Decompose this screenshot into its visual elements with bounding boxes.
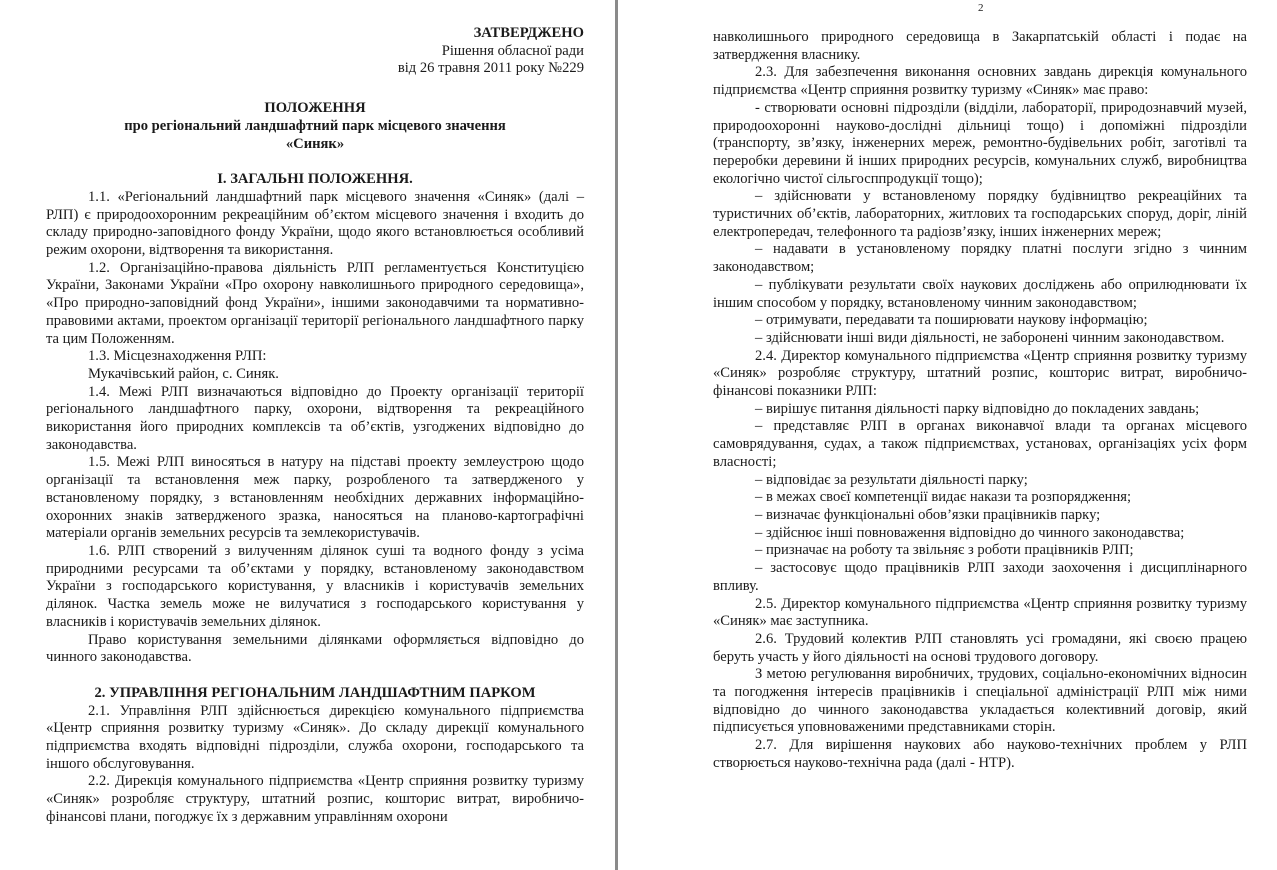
paragraph-2-6-collective: З метою регулювання виробничих, трудових, соціально-економічних відносин та погодження інтересів працівників і спеціальної адміністрації РЛП між ними відповідно до чинного законодавства укладається колективний договір, який підписується уповноваженими представниками сторін. bbox=[713, 666, 1247, 736]
paragraph-1-7: Право користування земельними ділянками оформляється відповідно до чинного законодавства. bbox=[46, 631, 584, 666]
document-title: ПОЛОЖЕННЯ bbox=[264, 100, 366, 117]
list-item: – відповідає за результати діяльності парку; bbox=[755, 471, 1028, 488]
list-item: – призначає на роботу та звільняє з роботи працівників РЛП; bbox=[755, 542, 1134, 559]
list-item: – вирішує питання діяльності парку відповідно до покладених завдань; bbox=[755, 400, 1200, 417]
paragraph-2-1: 2.1. Управління РЛП здійснюється дирекцією комунального підприємства «Центр сприяння розвитку туризму «Синяк». До складу дирекції комунального підприємства входять відповідні підрозділи, служба охорони, господарського та іншого обслуговування. bbox=[46, 702, 584, 772]
paragraph-1-5: 1.5. Межі РЛП виносяться в натуру на підставі проекту землеустрою щодо організації та встановлення меж парку, розробленого та затвердженого у встановленому порядку, з встановленням необхідних державних інформаційно-охоронних знаків затвердженого зразка, наносяться на планово-картографічні матеріали органів земельних ресурсів та землекористувачів. bbox=[46, 454, 584, 542]
paragraph-1-4: 1.4. Межі РЛП визначаються відповідно до Проекту організації території регіонального ландшафтного парку, охорони, відтворення та рекреаційного використання його природних комплексів та об’єктів, узгоджених відповідно до законодавства. bbox=[46, 383, 584, 453]
paragraph-2-4: 2.4. Директор комунального підприємства «Центр сприяння розвитку туризму «Синяк» розробляє структуру, штатний розпис, кошторис витрат, виробничо-фінансові показники РЛП: bbox=[713, 347, 1247, 400]
paragraph-2-2-continued: навколишнього природного середовища в Закарпатській області і подає на затвердження власнику. bbox=[713, 29, 1247, 63]
paragraph-2-2: 2.2. Дирекція комунального підприємства «Центр сприяння розвитку туризму «Синяк» розробляє структуру, штатний розпис, кошторис витрат, виробничо-фінансові плани, погоджує їх з державним управлінням охорони bbox=[46, 773, 584, 825]
section-2-heading: 2. УПРАВЛІННЯ РЕГІОНАЛЬНИМ ЛАНДШАФТНИМ ПАРКОМ bbox=[94, 684, 536, 701]
page-1-text bbox=[46, 25, 584, 827]
section-1-heading: І. ЗАГАЛЬНІ ПОЛОЖЕННЯ. bbox=[217, 171, 413, 188]
paragraph-1-1: 1.1. «Регіональний ландшафтний парк місцевого значення «Синяк» (далі –РЛП) є природоохоронним рекреаційним об’єктом місцевого значення і входить до складу природно-заповідного фонду України, щодо якого встановлюється особливий режим охорони, відтворення та використання. bbox=[46, 188, 584, 259]
paragraph-2-7: 2.7. Для вирішення наукових або науково-технічних проблем у РЛП створюється науково-технічна рада (далі - НТР). bbox=[713, 737, 1247, 771]
document-page-2 bbox=[618, 0, 1277, 870]
approved-date: від 26 травня 2011 року №229 bbox=[397, 60, 584, 77]
approved-title: ЗАТВЕРДЖЕНО bbox=[473, 25, 584, 41]
document-subtitle: про регіональний ландшафтний парк місцевого значення bbox=[124, 117, 506, 134]
list-item: – публікувати результати своїх наукових досліджень або оприлюднювати їх іншим способом у порядку, встановленому чинним законодавством; bbox=[713, 276, 1247, 311]
list-item: – здійснювати інші види діяльності, не заборонені чинним законодавством. bbox=[755, 329, 1225, 346]
paragraph-1-6: 1.6. РЛП створений з вилученням ділянок суші та водного фонду з усіма природними ресурсами та об’єктами у порядку, встановленому законодавством України з господарського користування, у власників і користувачів земельних ділянок. Частка земель може не вилучатися з господарського користування у власників і користувачів земельних ділянок. bbox=[46, 542, 584, 630]
list-item: – здійснювати у встановленому порядку будівництво рекреаційних та туристичних об’єктів, лабораторних, житлових та господарських споруд, доріг, ліній електропередач, телефонного та радіозв’язку, інших інженерних мереж; bbox=[713, 188, 1247, 240]
list-item: – застосовує щодо працівників РЛП заходи заохочення і дисциплінарного впливу. bbox=[713, 560, 1247, 594]
list-item: – визначає функціональні обов’язки працівників парку; bbox=[755, 506, 1101, 523]
page-number: 2 bbox=[978, 2, 984, 14]
list-item: - створювати основні підрозділи (відділи, лабораторії, природознавчий музей, природоохоронні науково-дослідні дільниці тощо) і допоміжні підрозділи (транспорту, зв’язку, інженерних мереж, ремонтно-будівельних робіт, заготівлі та переробки деревини й інших природних ресурсів, комунальних служб, виробництва екологічно чистої сільгосппродукції тощо); bbox=[713, 99, 1247, 187]
approved-decision: Рішення обласної ради bbox=[441, 42, 584, 59]
list-item: – в межах своєї компетенції видає накази та розпорядження; bbox=[755, 489, 1132, 506]
page-2-text bbox=[713, 29, 1247, 773]
list-item: – представляє РЛП в органах виконавчої влади та органах місцевого самоврядування, судах, а також підприємствах, установах, організаціях усіх форм власності; bbox=[713, 418, 1247, 470]
paragraph-2-5: 2.5. Директор комунального підприємства «Центр сприяння розвитку туризму «Синяк» має заступника. bbox=[713, 595, 1247, 630]
document-page-1 bbox=[0, 0, 615, 870]
list-item: – отримувати, передавати та поширювати наукову інформацію; bbox=[755, 312, 1148, 329]
paragraph-1-3: 1.3. Місцезнаходження РЛП: bbox=[88, 348, 267, 365]
list-item: – надавати в установленому порядку платні послуги згідно з чинним законодавством; bbox=[713, 241, 1247, 276]
paragraph-2-6: 2.6. Трудовий колектив РЛП становлять усі громадяни, які своєю працею беруть участь у його діяльності на основі трудового договору. bbox=[713, 630, 1247, 665]
list-item: – здійснює інші повноваження відповідно до чинного законодавства; bbox=[755, 524, 1185, 541]
paragraph-2-3: 2.3. Для забезпечення виконання основних завдань дирекція комунального підприємства «Центр сприяння розвитку туризму «Синяк» має право: bbox=[713, 64, 1247, 99]
document-subtitle-name: «Синяк» bbox=[285, 135, 345, 152]
paragraph-1-2: 1.2. Організаційно-правова діяльність РЛП регламентується Конституцією України, Законами України «Про охорону навколишнього природного середовища», «Про природно-заповідний фонд України», іншими законодавчими та нормативно-правовими актами, проектом організації території регіонального ландшафтного парку та цим Положенням. bbox=[46, 259, 584, 347]
paragraph-1-3-location: Мукачівський район, с. Синяк. bbox=[88, 365, 279, 382]
